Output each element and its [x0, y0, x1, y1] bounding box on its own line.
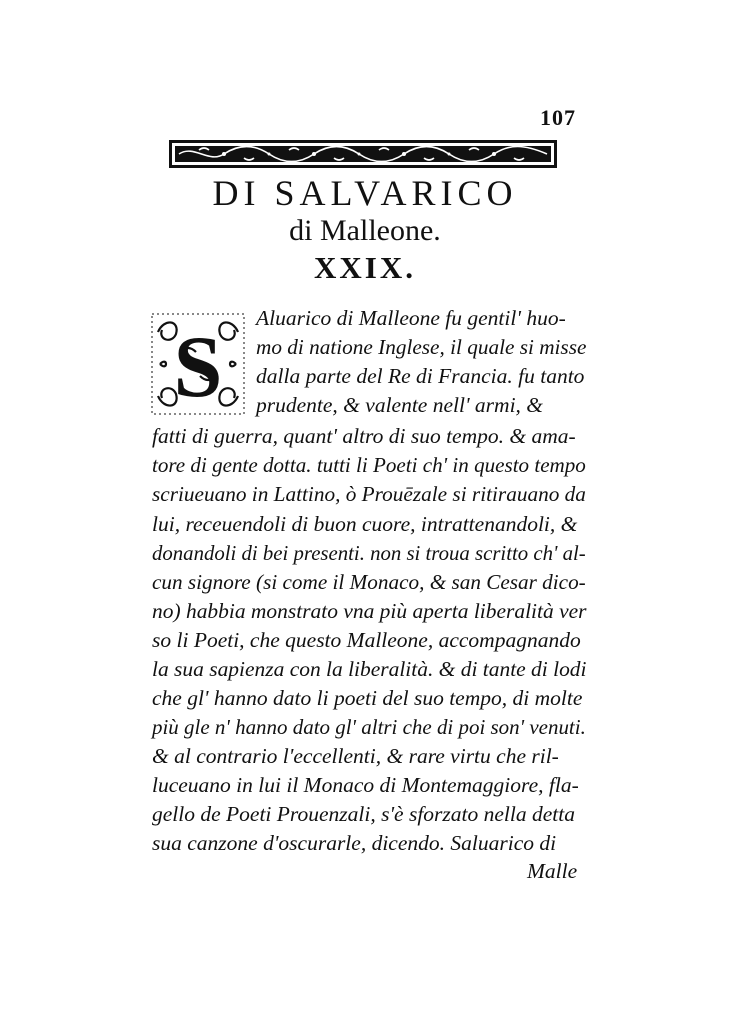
text-line: lui, receuendoli di buon cuore, intrattenandoli, &: [152, 512, 578, 536]
text-line: più gle n' hanno dato gl' altri che di poi son' venuti.: [152, 715, 586, 739]
dropcap-letter: S: [173, 319, 223, 416]
text-line: cun signore (si come il Monaco, & san Cesar dico-: [152, 570, 586, 594]
page-number: 107: [540, 105, 576, 130]
catchword: Malle: [527, 859, 578, 883]
text-line: & al contrario l'eccellenti, & rare virtu che ril-: [152, 744, 559, 768]
text-line: so li Poeti, che questo Malleone, accompagnando: [152, 628, 581, 652]
text-line: sua canzone d'oscurarle, dicendo. Saluarico di: [152, 831, 557, 855]
text-line: donandoli di bei presenti. non si troua scritto ch' al-: [152, 541, 586, 565]
text-line: dalla parte del Re di Francia. fu tanto: [256, 364, 585, 388]
text-line: tore di gente dotta. tutti li Poeti ch' in questo tempo: [152, 453, 586, 477]
text-line: luceuano in lui il Monaco di Montemaggiore, fla-: [152, 773, 579, 797]
decorated-initial-s: [150, 312, 246, 416]
text-line: gello de Poeti Prouenzali, s'è sforzato nella detta: [152, 802, 575, 826]
text-line: mo di natione Inglese, il quale si misse: [256, 335, 587, 359]
text-line: la sua sapienza con la liberalità. & di tante di lodi: [152, 657, 587, 681]
chapter-title: DI SALVARICO: [212, 173, 518, 213]
text-line: Aluarico di Malleone fu gentil' huo-: [256, 306, 566, 330]
text-line: scriueuano in Lattino, ò Prouēzale si ritirauano da: [152, 482, 586, 506]
ornamental-headpiece: [169, 140, 557, 168]
chapter-number: XXIX.: [314, 250, 416, 285]
text-line: che gl' hanno dato li poeti del suo tempo, di molte: [152, 686, 583, 710]
text-line: no) habbia monstrato vna più aperta liberalità ver: [152, 599, 587, 623]
text-line: fatti di guerra, quant' altro di suo tempo. & ama-: [152, 424, 576, 448]
text-line: prudente, & valente nell' armi, &: [256, 393, 544, 417]
chapter-subtitle: di Malleone.: [289, 214, 441, 247]
